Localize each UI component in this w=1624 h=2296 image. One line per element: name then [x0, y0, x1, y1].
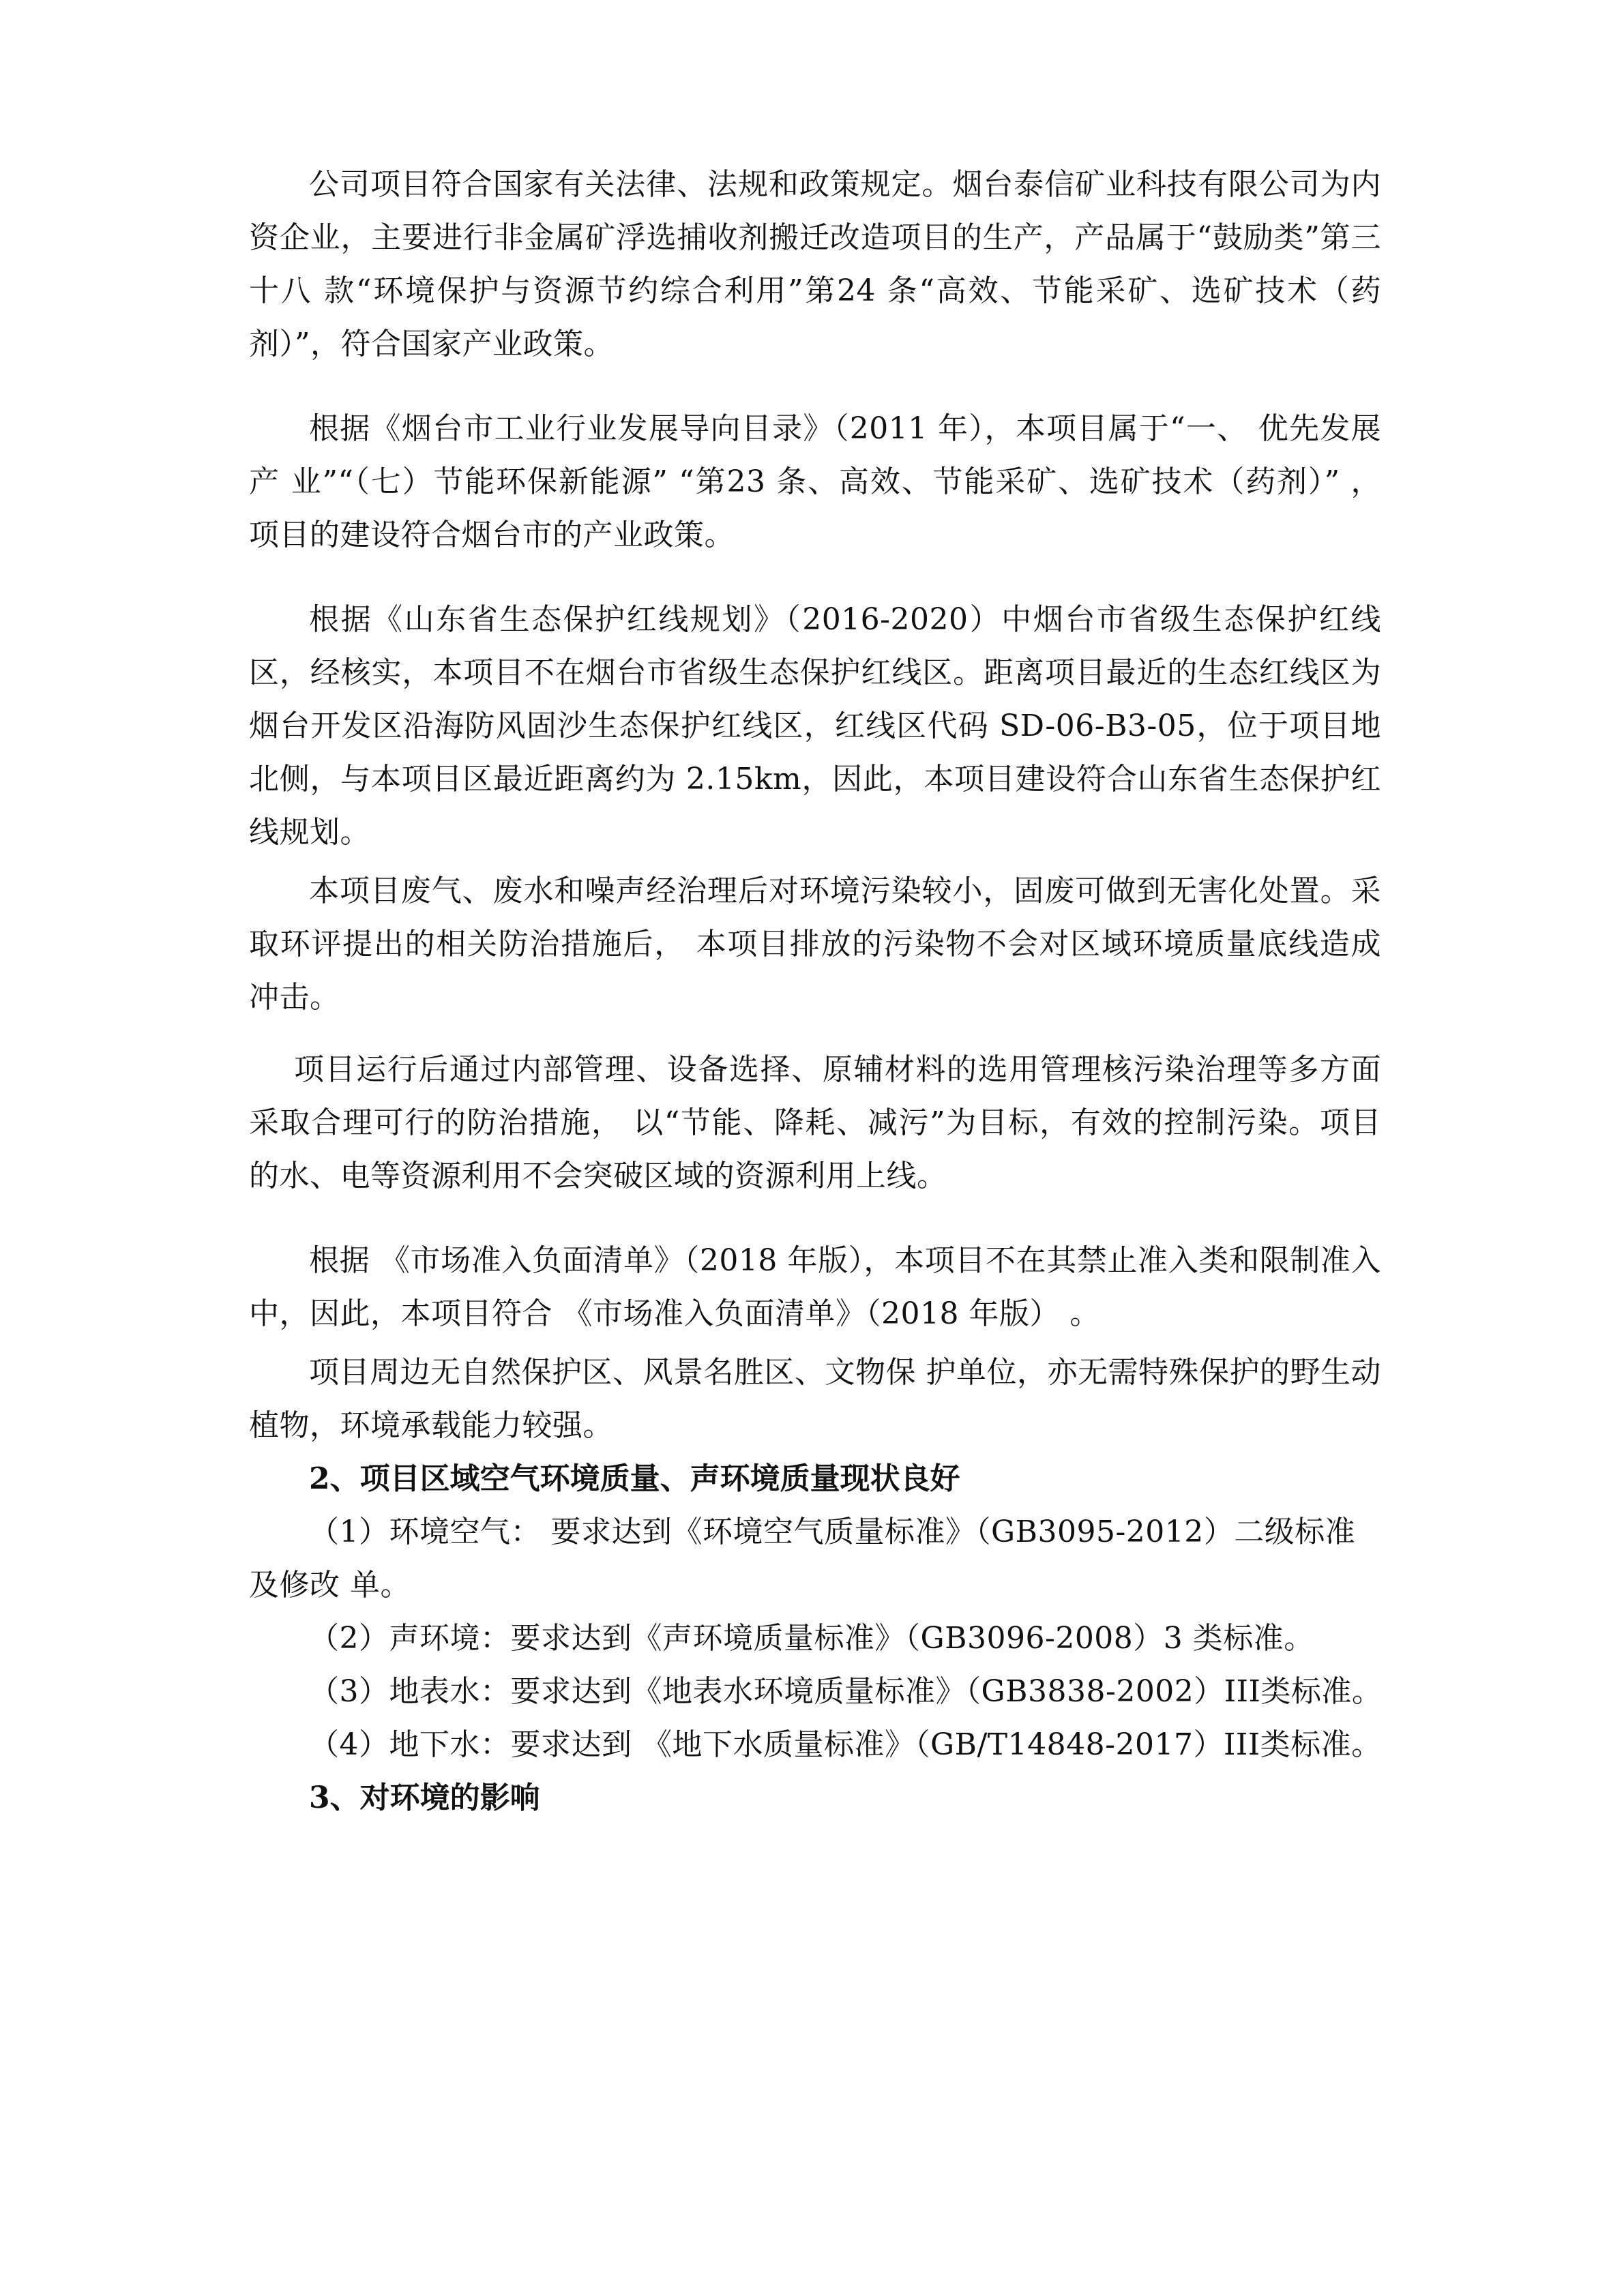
standard-item-air: （1）环境空气： 要求达到《环境空气质量标准》（GB3095-2012）二级标准及修改 单。 [249, 1515, 1356, 1602]
paragraph-yantai-directory: 根据《烟台市工业行业发展导向目录》（2011 年），本项目属于“一、 优先发展产 业”“（七）节能环保新能源” “第23 条、高效、节能采矿、选矿技术（药剂）” ， 项目的建设符合烟台市的产业政策。 [249, 411, 1381, 552]
standard-item-noise: （2）声环境：要求达到《声环境质量标准》（GB3096-2008）3 类标准。 [309, 1621, 1314, 1656]
paragraph-resource-use: 项目运行后通过内部管理、设备选择、原辅材料的选用管理核污染治理等多方面采取合理可行的防治措施， 以“节能、降耗、减污”为目标，有效的控制污染。项目的水、电等资源利用不会突破区域的资源利用上线。 [249, 1052, 1381, 1193]
paragraph-surroundings: 项目周边无自然保护区、风景名胜区、文物保 护单位，亦无需特殊保护的野生动植物，环境承载能力较强。 [249, 1355, 1381, 1443]
section-heading-3: 3、对环境的影响 [309, 1780, 540, 1815]
standard-item-groundwater: （4）地下水：要求达到 《地下水质量标准》（GB/T14848-2017）III类标准。 [309, 1727, 1382, 1762]
section-heading-2: 2、项目区域空气环境质量、声环境质量现状良好 [309, 1461, 960, 1496]
standard-item-surface-water: （3）地表水：要求达到《地表水环境质量标准》（GB3838-2002）III类标准。 [309, 1674, 1383, 1709]
paragraph-market-access: 根据 《市场准入负面清单》（2018 年版），本项目不在其禁止准入类和限制准入中，因此，本项目符合 《市场准入负面清单》（2018 年版） 。 [249, 1243, 1381, 1331]
paragraph-pollution-control: 本项目废气、废水和噪声经治理后对环境污染较小，固废可做到无害化处置。采取环评提出的相关防治措施后， 本项目排放的污染物不会对区域环境质量底线造成冲击。 [249, 874, 1381, 1015]
paragraph-policy-compliance: 公司项目符合国家有关法律、法规和政策规定。烟台泰信矿业科技有限公司为内资企业，主要进行非金属矿浮选捕收剂搬迁改造项目的生产，产品属于“鼓励类”第三十八 款“环境保护与资源节约综合利用”第24 条“高效、节能采矿、选矿技术（药剂）”，符合国家产业政策。 [249, 167, 1381, 361]
document-body [249, 158, 1381, 1825]
paragraph-ecological-redline: 根据《山东省生态保护红线规划》（2016-2020）中烟台市省级生态保护红线区，经核实，本项目不在烟台市省级生态保护红线区。距离项目最近的生态红线区为烟台开发区沿海防风固沙生态保护红线区，红线区代码 SD-06-B3-05，位于项目地北侧，与本项目区最近距离约为 2.15km，因此，本项目建设符合山东省生态保护红线规划。 [249, 602, 1381, 850]
